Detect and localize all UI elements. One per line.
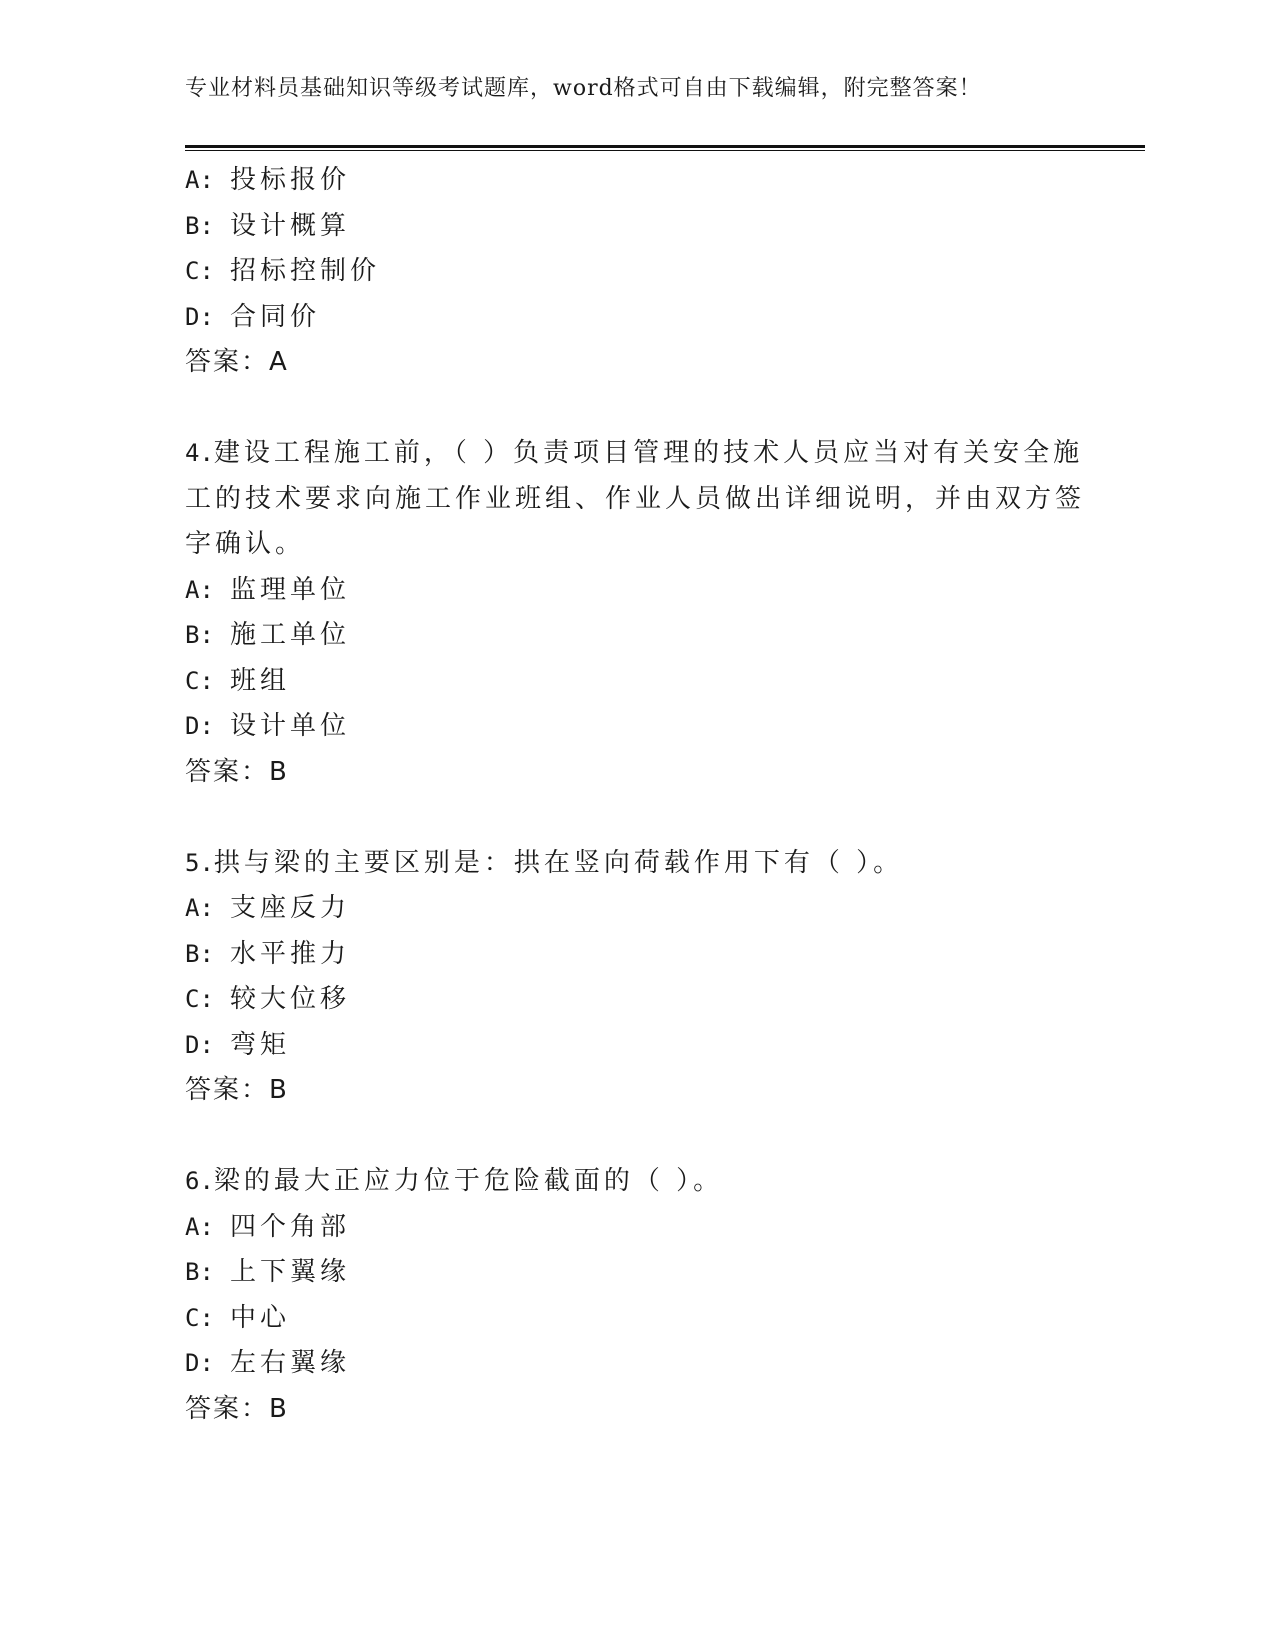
question-block-4 — [185, 431, 1085, 795]
question-stem-line: 工的技术要求向施工作业班组、作业人员做出详细说明，并由双方签 — [185, 483, 1086, 514]
answer-line: 答案：B — [185, 1393, 287, 1424]
question-stem-line: 6.梁的最大正应力位于危险截面的（ ）。 — [185, 1166, 724, 1196]
option-b: B: 施工单位 — [185, 620, 351, 650]
option-d: D: 合同价 — [185, 301, 321, 332]
option-a: A: 四个角部 — [185, 1211, 351, 1242]
answer-line: 答案：B — [185, 756, 287, 787]
option-c: C: 较大位移 — [185, 984, 351, 1014]
answer-line: 答案：A — [185, 347, 287, 377]
option-a: A: 监理单位 — [185, 574, 351, 605]
header-rule-thick — [185, 145, 1145, 148]
option-d: D: 弯矩 — [185, 1029, 291, 1060]
option-b: B: 上下翼缘 — [185, 1257, 351, 1287]
option-c: C: 中心 — [185, 1302, 291, 1333]
question-block-3 — [185, 158, 1085, 386]
answer-line: 答案：B — [185, 1075, 287, 1105]
question-stem-line: 4.建设工程施工前，（ ）负责项目管理的技术人员应当对有关安全施 — [185, 438, 1084, 468]
spacer — [185, 386, 1085, 432]
option-d: D: 设计单位 — [185, 711, 351, 741]
option-c: C: 招标控制价 — [185, 256, 381, 286]
option-a: A: 投标报价 — [185, 165, 351, 195]
question-stem-line: 字确认。 — [185, 529, 306, 559]
header-rule-thin — [185, 150, 1145, 151]
question-block-6 — [185, 1159, 1085, 1432]
document-body — [185, 158, 1085, 1432]
option-d: D: 左右翼缘 — [185, 1348, 351, 1378]
option-a: A: 支座反力 — [185, 893, 351, 923]
question-stem-line: 5.拱与梁的主要区别是：拱在竖向荷载作用下有（ ）。 — [185, 847, 904, 878]
option-c: C: 班组 — [185, 665, 291, 696]
spacer — [185, 1114, 1085, 1160]
option-b: B: 水平推力 — [185, 938, 351, 969]
spacer — [185, 795, 1085, 841]
option-b: B: 设计概算 — [185, 210, 351, 241]
question-block-5 — [185, 841, 1085, 1114]
page-header: 专业材料员基础知识等级考试题库，word格式可自由下载编辑，附完整答案！ — [185, 76, 982, 101]
